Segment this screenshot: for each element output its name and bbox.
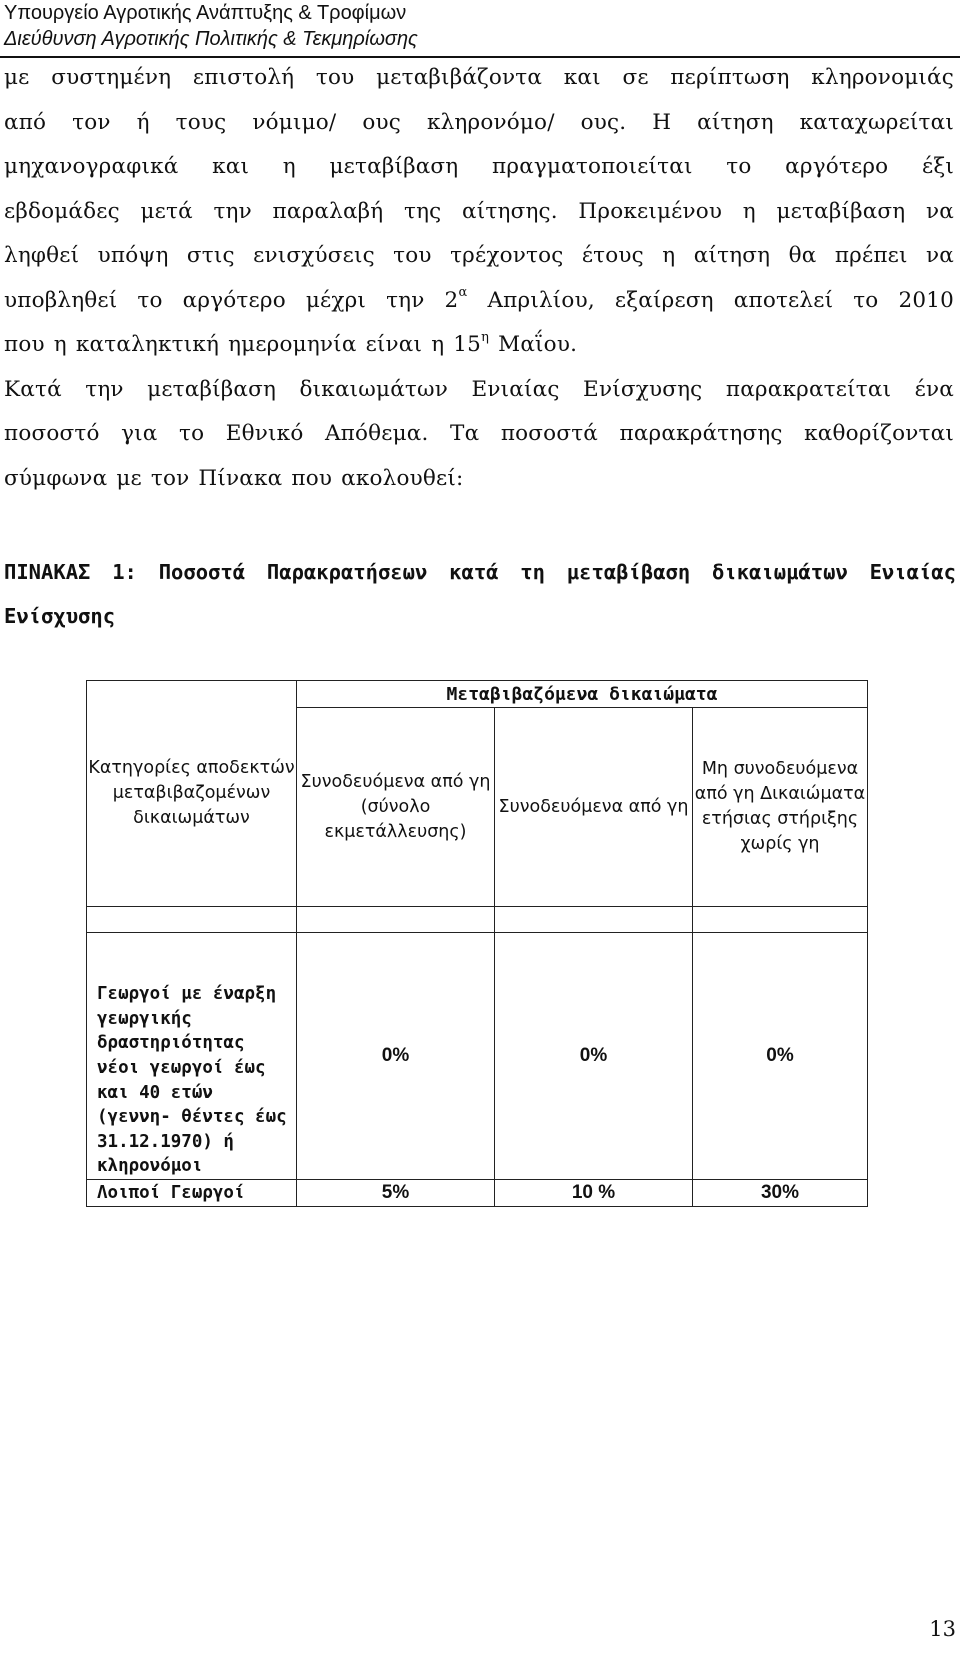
body-line: Κατά την μεταβίβαση δικαιωμάτων Ενιαίας Ενίσχυσης παρακρατείται ένα (4, 376, 954, 402)
header-ministry: Υπουργείο Αγροτικής Ανάπτυξης & Τροφίμων (4, 2, 407, 24)
body-line (4, 279, 954, 324)
column-header: Συνοδευόμενα από γη (σύνολο εκμετάλλευσης) (297, 708, 495, 907)
body-fragment: Απριλίου, εξαίρεση αποτελεί το 2010 (467, 287, 954, 313)
body-line: εβδομάδες μετά την παραλαβή της αίτησης. Προκειμένου η μεταβίβαση να (4, 198, 954, 224)
table-title: ΠΙΝΑΚΑΣ 1: Ποσοστά Παρακρατήσεων κατά τη μεταβίβαση δικαιωμάτων Ενιαίας Ενίσχυσης (4, 560, 956, 628)
body-line (4, 323, 954, 368)
table-cell: 30% (693, 1180, 868, 1207)
body-fragment: υποβληθεί το αργότερο μέχρι την 2 (4, 287, 459, 313)
row-label-spacer (87, 907, 297, 933)
table-cell: 0% (495, 933, 693, 1180)
body-line: σύμφωνα με τον Πίνακα που ακολουθεί: (4, 465, 464, 491)
ordinal-superscript: α (458, 285, 468, 301)
row-label: Γεωργοί με έναρξη γεωργικής δραστηριότητας νέοι γεωργοί έως και 40 ετών (γεννη- θέντες έως 31.12.1970) ή κληρονόμοι (87, 933, 297, 1180)
body-line: μηχανογραφικά και η μεταβίβαση πραγματοποιείται το αργότερο έξι (4, 154, 954, 179)
body-line: από τον ή τους νόμιμο/ ους κληρονόμο/ ους. Η αίτηση καταχωρείται (4, 109, 954, 135)
row-label: Λοιποί Γεωργοί (87, 1180, 297, 1207)
table-cell: 0% (693, 933, 868, 1180)
header-directorate: Διεύθυνση Αγροτικής Πολιτικής & Τεκμηρίωσης (4, 28, 418, 50)
column-header: Μη συνοδευόμενα από γη Δικαιώματα ετήσιας στήριξης χωρίς γη (693, 708, 868, 907)
body-text (4, 56, 954, 501)
body-fragment: που η καταληκτική ημερομηνία είναι η 15 (4, 332, 482, 357)
body-line: ληφθεί υπόψη στις ενισχύσεις του τρέχοντος έτους η αίτηση θα πρέπει να (4, 243, 954, 268)
retention-table (86, 680, 868, 1207)
body-line: με συστημένη επιστολή του μεταβιβάζοντα και σε περίπτωση κληρονομιάς (4, 65, 954, 90)
table-cell: 5% (297, 1180, 495, 1207)
table-cell (495, 907, 693, 933)
corner-header: Κατηγορίες αποδεκτών μεταβιβαζομένων δικαιωμάτων (87, 681, 297, 907)
page-number: 13 (929, 1617, 956, 1641)
body-line: ποσοστό για το Εθνικό Απόθεμα. Τα ποσοστά παρακράτησης καθορίζονται (4, 421, 954, 446)
table-cell: 0% (297, 933, 495, 1180)
table-cell (297, 907, 495, 933)
group-header: Μεταβιβαζόμενα δικαιώματα (297, 681, 868, 708)
table-cell (693, 907, 868, 933)
table-cell: 10 % (495, 1180, 693, 1207)
page-header (4, 0, 956, 52)
body-fragment: Μαΐου. (489, 332, 578, 357)
column-header: Συνοδευόμενα από γη (495, 708, 693, 907)
ordinal-superscript: η (481, 329, 490, 345)
